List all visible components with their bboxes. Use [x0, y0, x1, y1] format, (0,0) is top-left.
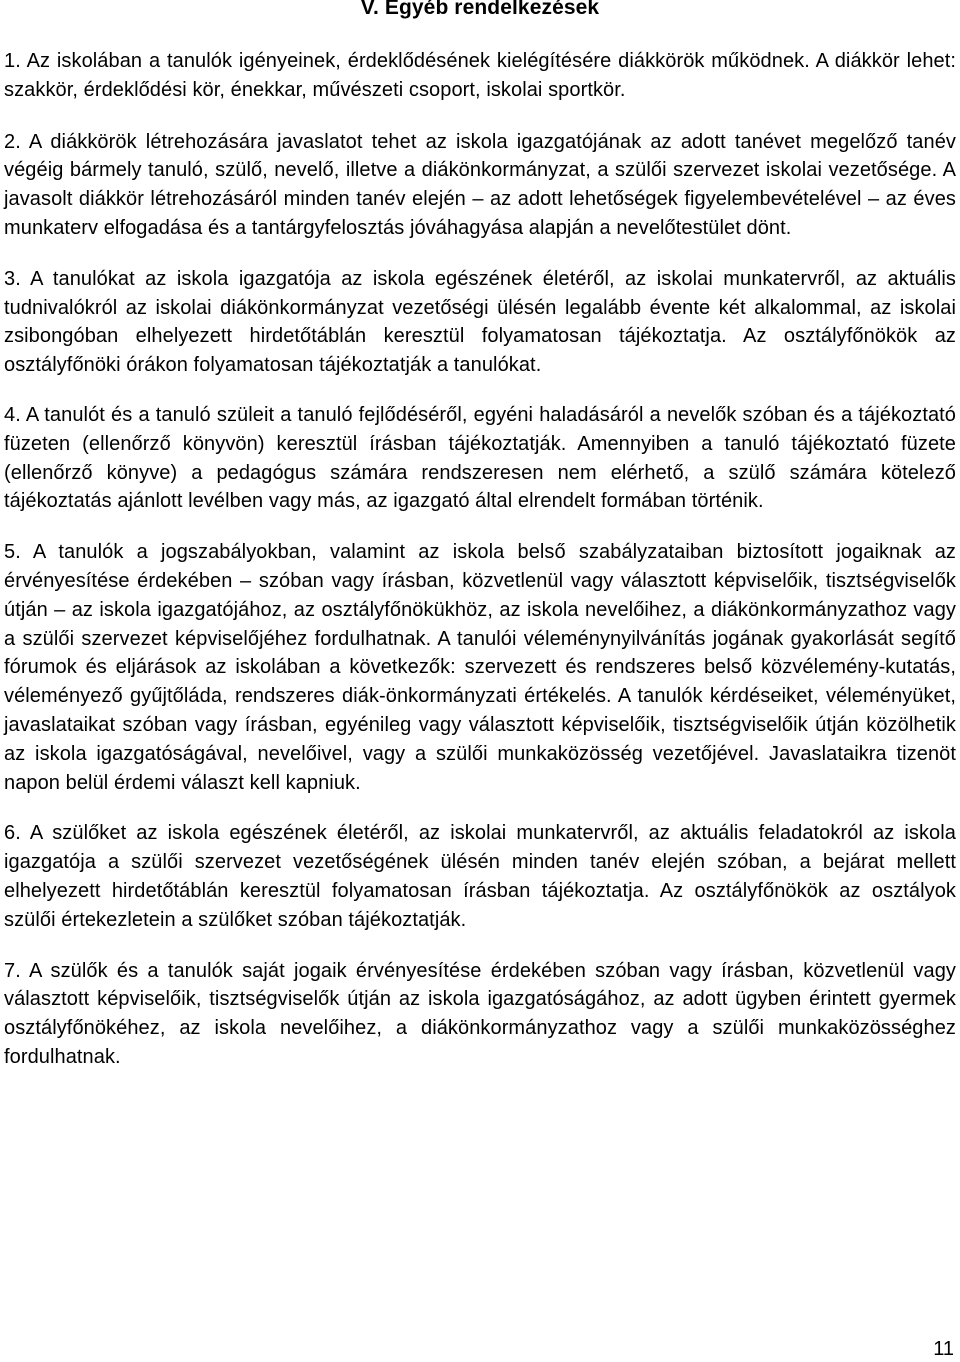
paragraph-6: 6. A szülőket az iskola egészének életéről, az iskolai munkatervről, az aktuális feladatokról az iskola igazgatója a szülői szervezet vezetőségének ülésén minden tanév elején szóban, a bejárat mellett elhelyezett hirdetőtáblán keresztül folyamatosan írásban tájékoztatja. Az osztályfőnökök az osztályok szülői értekezletein a szülőket szóban tájékoztatják.: [4, 822, 956, 931]
document-page: [4, 0, 956, 1072]
paragraph-7: 7. A szülők és a tanulók saját jogaik érvényesítése érdekében szóban vagy írásban, közvetlenül vagy választott képviselőik, tisztségviselők útján az iskola igazgatóságához, az adott ügyben érintett gyermek osztályfőnökéhez, az iskola nevelőihez, a diákönkormányzathoz vagy a szülői munkaközösséghez fordulhatnak.: [4, 959, 956, 1068]
paragraph-2: 2. A diákkörök létrehozására javaslatot tehet az iskola igazgatójának az adott tanévet megelőző tanév végéig bármely tanuló, szülő, nevelő, illetve a diákönkormányzat, a szülői szervezet iskolai vezetősége. A javasolt diákkör létrehozásáról minden tanév elején – az adott lehetőségek figyelembevételével – az éves munkaterv elfogadása és a tantárgyfelosztás jóváhagyása alapján a nevelőtestület dönt.: [4, 130, 956, 239]
paragraph-1: 1. Az iskolában a tanulók igényeinek, érdeklődésének kielégítésére diákkörök működnek. A diákkör lehet: szakkör, érdeklődési kör, énekkar, művészeti csoport, iskolai sportkör.: [4, 50, 956, 101]
paragraph-3: 3. A tanulókat az iskola igazgatója az iskola egészének életéről, az iskolai munkatervről, az aktuális tudnivalókról az iskolai diákönkormányzat vezetőségi ülésén legalább évente két alkalommal, az iskolai zsibongóban elhelyezett hirdetőtáblán keresztül folyamatosan tájékoztatja. Az osztályfőnökök az osztályfőnöki órákon folyamatosan tájékoztatják a tanulókat.: [4, 267, 956, 377]
paragraph-5: 5. A tanulók a jogszabályokban, valamint az iskola belső szabályzataiban biztosított jogaiknak az érvényesítése érdekében – szóban vagy írásban, közvetlenül vagy választott képviselőik, tisztségviselők útján – az iskola igazgatójához, az osztályfőnökükhöz, az iskola nevelőihez, a diákönkormányzathoz vagy a szülői szervezet képviselőjéhez fordulhatnak. A tanulói véleménynyilvánítás jogának gyakorlását segítő fórumok és eljárások az iskolában a következők: szervezett és rendszeres belső közvélemény-kutatás, véleményező gyűjtőláda, rendszeres diák-önkormányzati értékelés. A tanulók kérdéseiket, véleményüket, javaslataikat szóban vagy írásban, egyénileg vagy választott képviselőik, tisztségviselőik útján közölhetik az iskola igazgatóságával, nevelőivel, vagy a szülői munkaközösség vezetőjével. Javaslataikra tizenöt napon belül érdemi választ kell kapniuk.: [4, 541, 956, 794]
paragraph-4: 4. A tanulót és a tanuló szüleit a tanuló fejlődéséről, egyéni haladásáról a nevelők szóban és a tájékoztató füzeten (ellenőrző könyvön) keresztül írásban tájékoztatják. Amennyiben a tanuló tájékoztató füzete (ellenőrző könyve) a pedagógus számára rendszeresen nem elérhető, a szülő számára kötelező tájékoztatás ajánlott levélben vagy más, az igazgató által elrendelt formában történik.: [4, 403, 956, 513]
section-title: V. Egyéb rendelkezések: [360, 0, 600, 19]
page-number: 11: [933, 1338, 954, 1360]
